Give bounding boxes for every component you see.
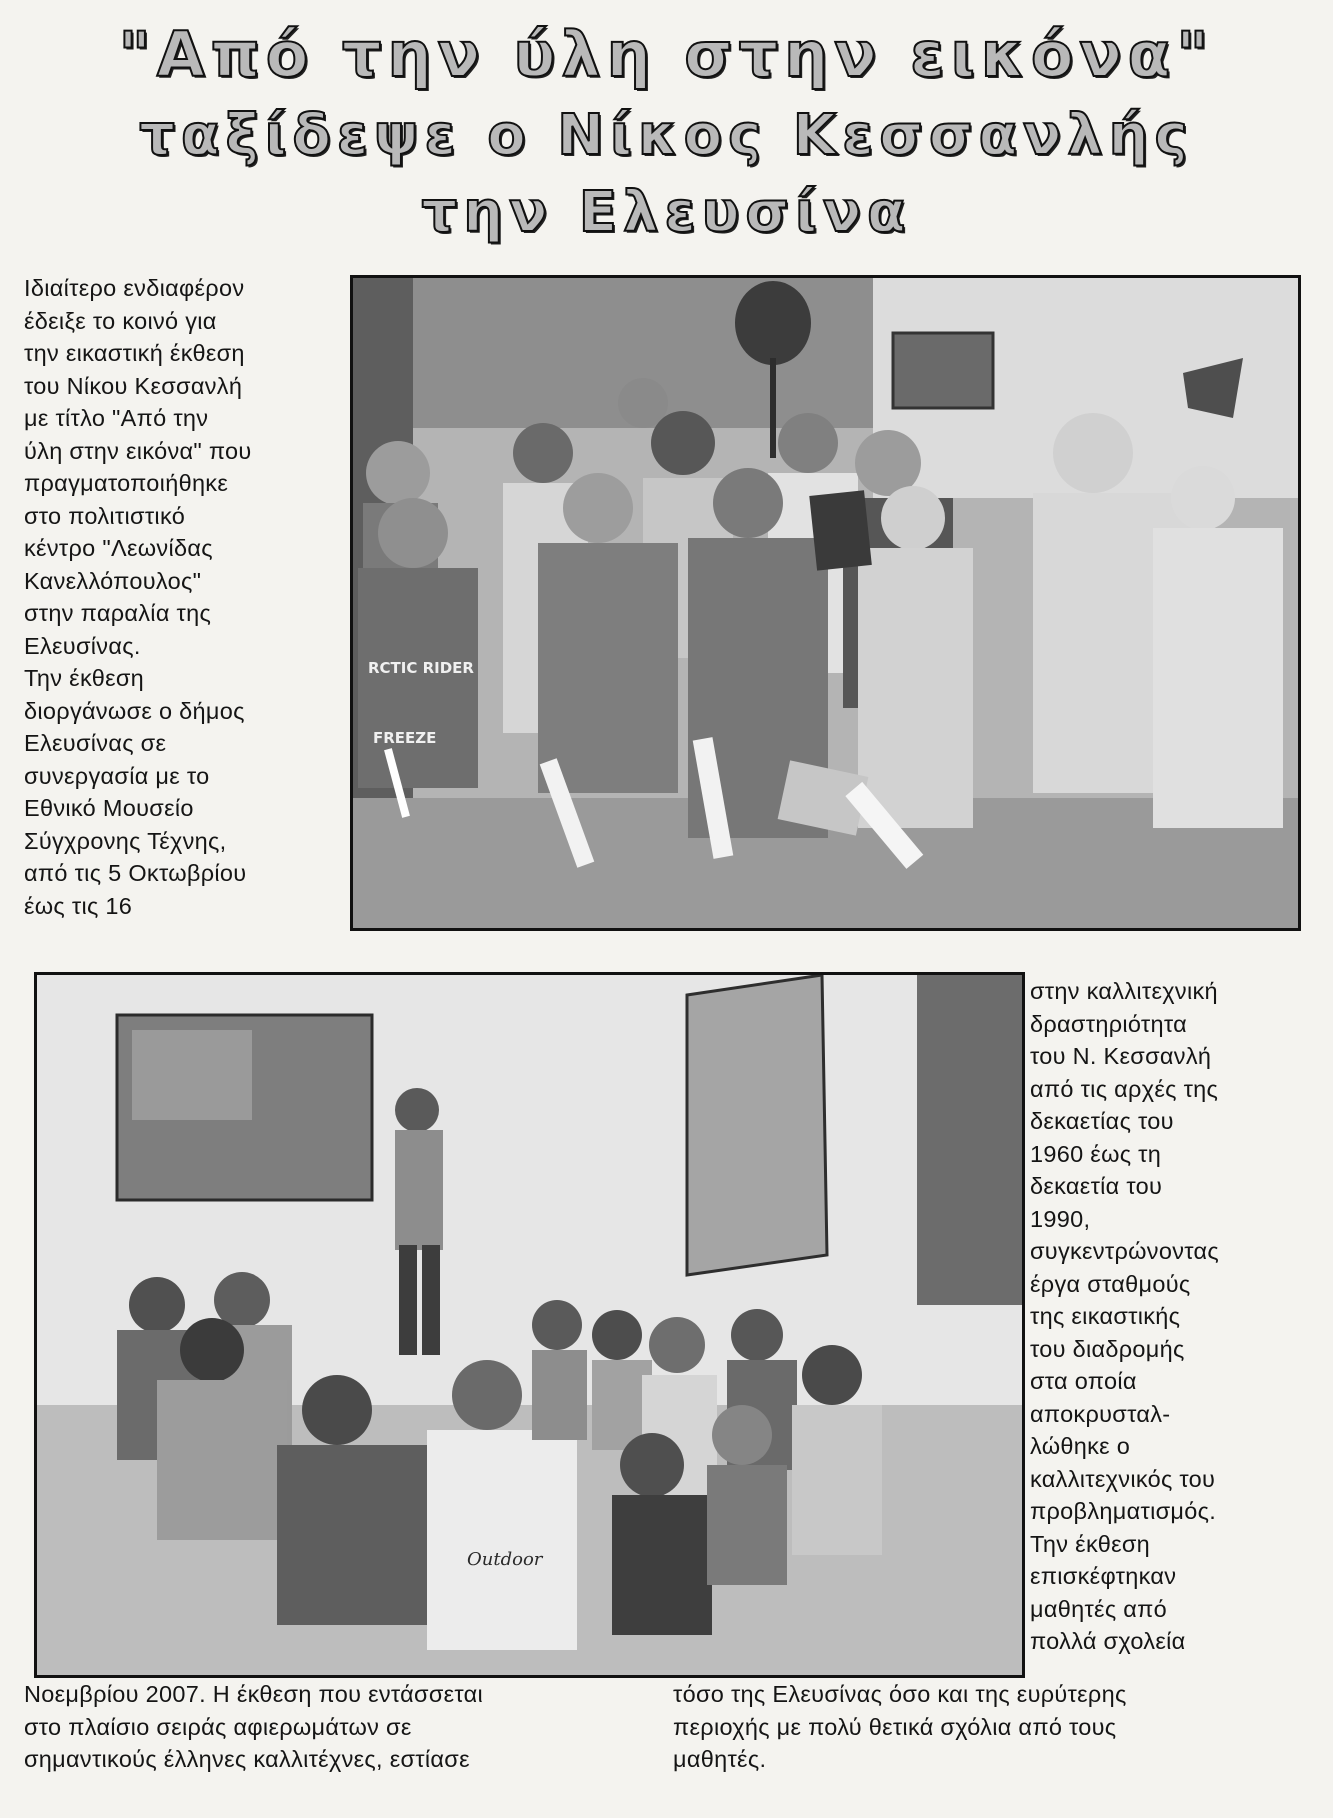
text-line: Ελευσίνας. — [24, 632, 141, 659]
text-line: Σύγχρονης Τέχνης, — [24, 827, 227, 854]
text-line: δεκαετίας του — [1030, 1108, 1174, 1134]
article-bottom-left — [24, 1678, 483, 1776]
text-line: στην καλλιτεχνική — [1030, 978, 1218, 1004]
text-line: διοργάνωσε ο δήμος — [24, 697, 245, 724]
text-line: από τις 5 Οκτωβρίου — [24, 860, 247, 886]
shirt-text-bottom: Outdoor — [467, 1549, 543, 1570]
headline-line-3: την Ελευσίνα — [421, 180, 912, 245]
text-line: μαθητές. — [673, 1746, 767, 1772]
text-line: ύλη στην εικόνα" που — [24, 437, 252, 464]
text-line: πραγματοποιήθηκε — [24, 470, 229, 496]
text-line: Την έκθεση — [24, 665, 145, 691]
text-line: έργα σταθμούς — [1030, 1270, 1191, 1297]
text-line: επισκέφτηκαν — [1030, 1563, 1177, 1589]
text-line: 1990, — [1030, 1205, 1091, 1232]
text-line: του Νίκου Κεσσανλή — [24, 372, 243, 399]
photo-students-with-artworks — [350, 275, 1301, 931]
text-line: Ιδιαίτερο ενδιαφέρον — [24, 275, 245, 301]
text-line: συγκεντρώνοντας — [1030, 1238, 1220, 1264]
text-line: στα οποία — [1030, 1368, 1137, 1394]
text-line: Εθνικό Μουσείο — [24, 795, 194, 821]
text-line: στο πλαίσιο σειράς αφιερωμάτων σε — [24, 1713, 412, 1740]
text-line: περιοχής με πολύ θετικά σχόλια από τους — [673, 1713, 1117, 1740]
text-line: Ελευσίνας σε — [24, 730, 167, 756]
text-line: καλλιτεχνικός του — [1030, 1465, 1216, 1492]
text-line: πολλά σχολεία — [1030, 1628, 1186, 1654]
headline-line-1: "Από την ύλη στην εικόνα" — [118, 18, 1215, 91]
text-line: συνεργασία με το — [24, 762, 210, 789]
text-line: Νοεμβρίου 2007. Η έκθεση που εντάσσεται — [24, 1681, 484, 1707]
text-line: κέντρο "Λεωνίδας — [24, 535, 213, 561]
text-line: του διαδρομής — [1030, 1335, 1185, 1362]
text-line: Κανελλόπουλος" — [24, 567, 202, 594]
text-line: από τις αρχές της — [1030, 1075, 1219, 1102]
text-line: έδειξε το κοινό για — [24, 307, 217, 334]
text-line: μαθητές από — [1030, 1595, 1168, 1622]
text-line: Την έκθεση — [1030, 1530, 1151, 1557]
text-line: την εικαστική έκθεση — [24, 340, 245, 366]
article-right-column — [1030, 975, 1330, 1658]
text-line: του Ν. Κεσσανλή — [1030, 1043, 1212, 1069]
article-left-column — [24, 272, 344, 922]
text-line: αποκρυσταλ- — [1030, 1400, 1171, 1427]
article-bottom-right — [673, 1678, 1127, 1776]
text-line: δραστηριότητα — [1030, 1010, 1188, 1037]
text-line: της εικαστικής — [1030, 1303, 1181, 1329]
text-line: στο πολιτιστικό — [24, 502, 186, 529]
shirt-text-top-2: FREEZE — [373, 729, 437, 747]
text-line: 1960 έως τη — [1030, 1140, 1162, 1167]
text-line: με τίτλο "Από την — [24, 405, 209, 431]
text-line: δεκαετία του — [1030, 1173, 1163, 1199]
text-line: τόσο της Ελευσίνας όσο και της ευρύτερης — [673, 1681, 1127, 1707]
headline-line-2: ταξίδεψε ο Νίκος Κεσσανλής — [139, 103, 1194, 168]
text-line: λώθηκε ο — [1030, 1433, 1131, 1459]
photo-students-in-gallery — [34, 972, 1025, 1678]
text-line: σημαντικούς έλληνες καλλιτέχνες, εστίασε — [24, 1746, 470, 1772]
text-line: στην παραλία της — [24, 600, 212, 626]
shirt-text-top-1: RCTIC RIDER — [368, 659, 474, 677]
text-line: έως τις 16 — [24, 892, 133, 919]
text-line: προβληματισμός. — [1030, 1498, 1217, 1524]
